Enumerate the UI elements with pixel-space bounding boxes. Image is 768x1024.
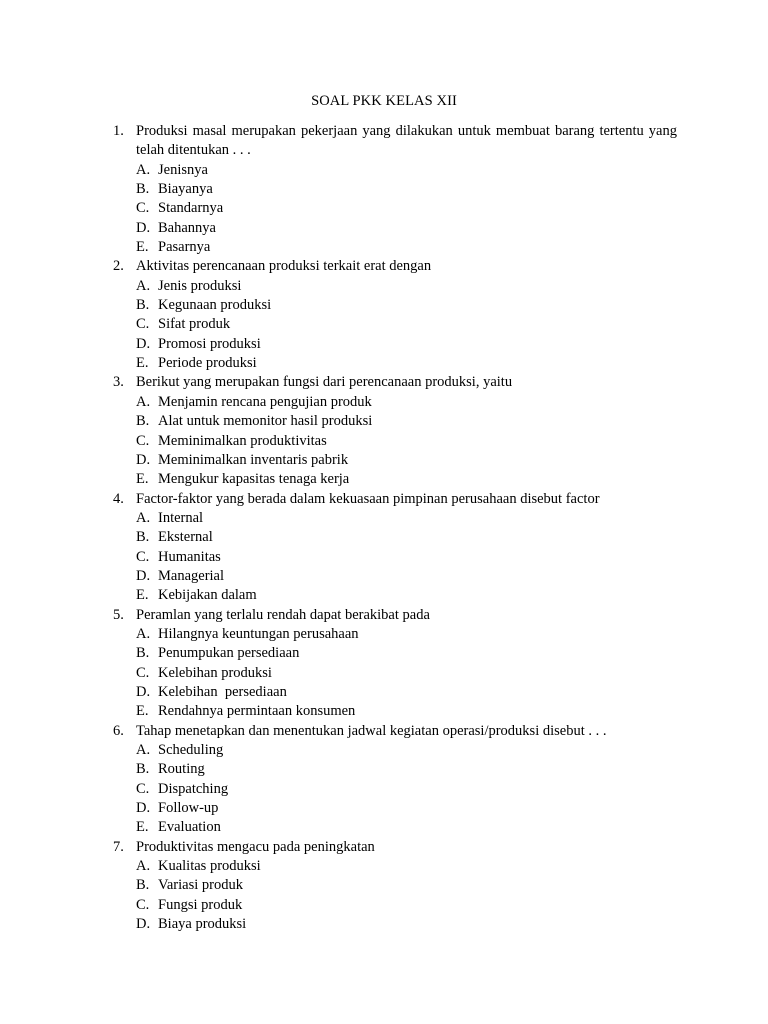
option-label: C. (136, 896, 150, 913)
answer-option (136, 567, 677, 586)
option-label: C. (136, 548, 150, 565)
option-text: Humanitas (158, 548, 221, 565)
question-item (113, 490, 677, 606)
option-text: Sifat produk (158, 316, 231, 333)
question-number: 3. (113, 374, 124, 391)
answer-option (136, 335, 677, 354)
question-item (113, 122, 681, 257)
answer-option (136, 548, 677, 567)
answer-options (136, 161, 677, 258)
option-label: A. (136, 625, 151, 642)
answer-option (136, 528, 677, 547)
answer-option (136, 876, 677, 895)
answer-options (136, 393, 677, 490)
question-number: 4. (113, 490, 124, 507)
question-text: Produktivitas mengacu pada peningkatan (136, 838, 375, 855)
answer-option (136, 857, 677, 876)
option-label: D. (136, 335, 151, 352)
answer-options (136, 509, 677, 606)
option-text: Kegunaan produksi (158, 297, 272, 314)
option-label: A. (136, 742, 151, 758)
answer-option (136, 780, 677, 799)
answer-option (136, 315, 677, 334)
option-text: Periode produksi (158, 355, 257, 372)
option-label: D. (136, 219, 151, 236)
question-text: Factor-faktor yang berada dalam kekuasaan pimpinan perusahaan disebut factor (136, 490, 600, 507)
answer-options (136, 741, 677, 838)
answer-option (136, 683, 677, 702)
answer-options (136, 625, 677, 722)
option-text: Kelebihan persediaan (158, 683, 287, 700)
option-text: Biayanya (158, 181, 213, 198)
answer-option (136, 393, 677, 412)
answer-option (136, 586, 677, 605)
answer-option (136, 432, 677, 451)
option-label: A. (136, 509, 151, 526)
option-text: Jenis produksi (158, 277, 242, 294)
question-text: Peramlan yang terlalu rendah dapat berakibat pada (136, 606, 430, 623)
option-text: Fungsi produk (158, 896, 243, 913)
question-text: Tahap menetapkan dan menentukan jadwal kegiatan operasi/produksi disebut . . . (136, 722, 607, 739)
option-label: E. (136, 703, 149, 720)
question-number: 7. (113, 838, 124, 855)
answer-option (136, 412, 677, 431)
option-label: B. (136, 877, 150, 894)
option-text: Kebijakan dalam (158, 587, 257, 604)
answer-option (136, 702, 677, 721)
question-item (113, 606, 677, 722)
question-item (113, 373, 677, 489)
answer-option (136, 451, 677, 470)
option-text: Follow-up (158, 800, 219, 817)
option-label: B. (136, 529, 150, 546)
option-label: E. (136, 239, 149, 256)
option-label: A. (136, 393, 151, 410)
option-label: C. (136, 780, 150, 797)
option-label: C. (136, 200, 150, 217)
answer-option (136, 180, 677, 199)
option-text: Pasarnya (158, 239, 211, 256)
option-text: Meminimalkan inventaris pabrik (158, 451, 349, 468)
option-label: B. (136, 761, 150, 778)
answer-option (136, 741, 677, 760)
answer-option (136, 354, 677, 373)
answer-option (136, 219, 677, 238)
answer-options (136, 277, 677, 374)
answer-option (136, 277, 677, 296)
option-label: D. (136, 800, 151, 817)
answer-option (136, 470, 677, 489)
answer-option (136, 509, 677, 528)
option-label: D. (136, 567, 151, 584)
answer-option (136, 915, 677, 934)
option-text: Variasi produk (158, 877, 243, 894)
option-text: Bahannya (158, 219, 216, 236)
question-item (113, 722, 677, 838)
answer-option (136, 818, 677, 837)
option-label: B. (136, 645, 150, 662)
option-label: E. (136, 471, 149, 488)
option-text: Biaya produksi (158, 916, 247, 933)
question-item (113, 257, 677, 373)
option-text: Scheduling (158, 742, 224, 758)
option-label: E. (136, 587, 149, 604)
answer-option (136, 896, 677, 915)
option-label: A. (136, 858, 151, 875)
option-label: A. (136, 277, 151, 294)
option-text: Hilangnya keuntungan perusahaan (158, 625, 359, 642)
question-text: Berikut yang merupakan fungsi dari perencanaan produksi, yaitu (136, 374, 513, 391)
answer-option (136, 199, 677, 218)
option-text: Kualitas produksi (158, 858, 261, 875)
option-label: B. (136, 181, 150, 198)
option-text: Jenisnya (158, 161, 208, 178)
answer-option (136, 238, 677, 257)
option-label: E. (136, 355, 149, 372)
option-text: Internal (158, 509, 204, 526)
answer-option (136, 161, 677, 180)
question-item (113, 838, 677, 935)
answer-option (136, 296, 677, 315)
option-text: Kelebihan produksi (158, 664, 272, 681)
answer-option (136, 760, 677, 779)
option-text: Promosi produksi (158, 335, 261, 352)
option-text: Mengukur kapasitas tenaga kerja (158, 471, 350, 488)
question-number: 2. (113, 258, 124, 275)
question-text: Produksi masal merupakan pekerjaan yang dilakukan untuk membuat barang tertentu yang telah ditentukan . . . (136, 123, 681, 159)
option-label: A. (136, 161, 151, 178)
option-label: C. (136, 664, 150, 681)
answer-options (136, 857, 677, 934)
option-label: B. (136, 297, 150, 314)
option-text: Routing (158, 761, 205, 778)
option-text: Managerial (158, 567, 225, 584)
option-text: Standarnya (158, 200, 224, 217)
answer-option (136, 664, 677, 683)
answer-option (136, 799, 677, 818)
option-label: C. (136, 432, 150, 449)
option-text: Rendahnya permintaan konsumen (158, 703, 356, 720)
answer-option (136, 644, 677, 663)
option-text: Evaluation (158, 819, 221, 836)
option-label: B. (136, 413, 150, 430)
option-label: E. (136, 819, 149, 836)
option-text: Dispatching (158, 780, 229, 797)
option-text: Alat untuk memonitor hasil produksi (158, 413, 373, 430)
option-text: Eksternal (158, 529, 213, 546)
option-text: Meminimalkan produktivitas (158, 432, 327, 449)
question-text: Aktivitas perencanaan produksi terkait erat dengan (136, 258, 432, 275)
question-number: 6. (113, 722, 124, 739)
option-label: C. (136, 316, 150, 333)
option-label: D. (136, 916, 151, 933)
document-title: SOAL PKK KELAS XII (311, 93, 457, 109)
option-text: Penumpukan persediaan (158, 645, 300, 662)
option-text: Menjamin rencana pengujian produk (158, 393, 372, 410)
question-number: 1. (113, 123, 124, 139)
question-number: 5. (113, 606, 124, 623)
question-list (113, 122, 681, 934)
answer-option (136, 625, 677, 644)
option-label: D. (136, 683, 151, 700)
option-label: D. (136, 451, 151, 468)
